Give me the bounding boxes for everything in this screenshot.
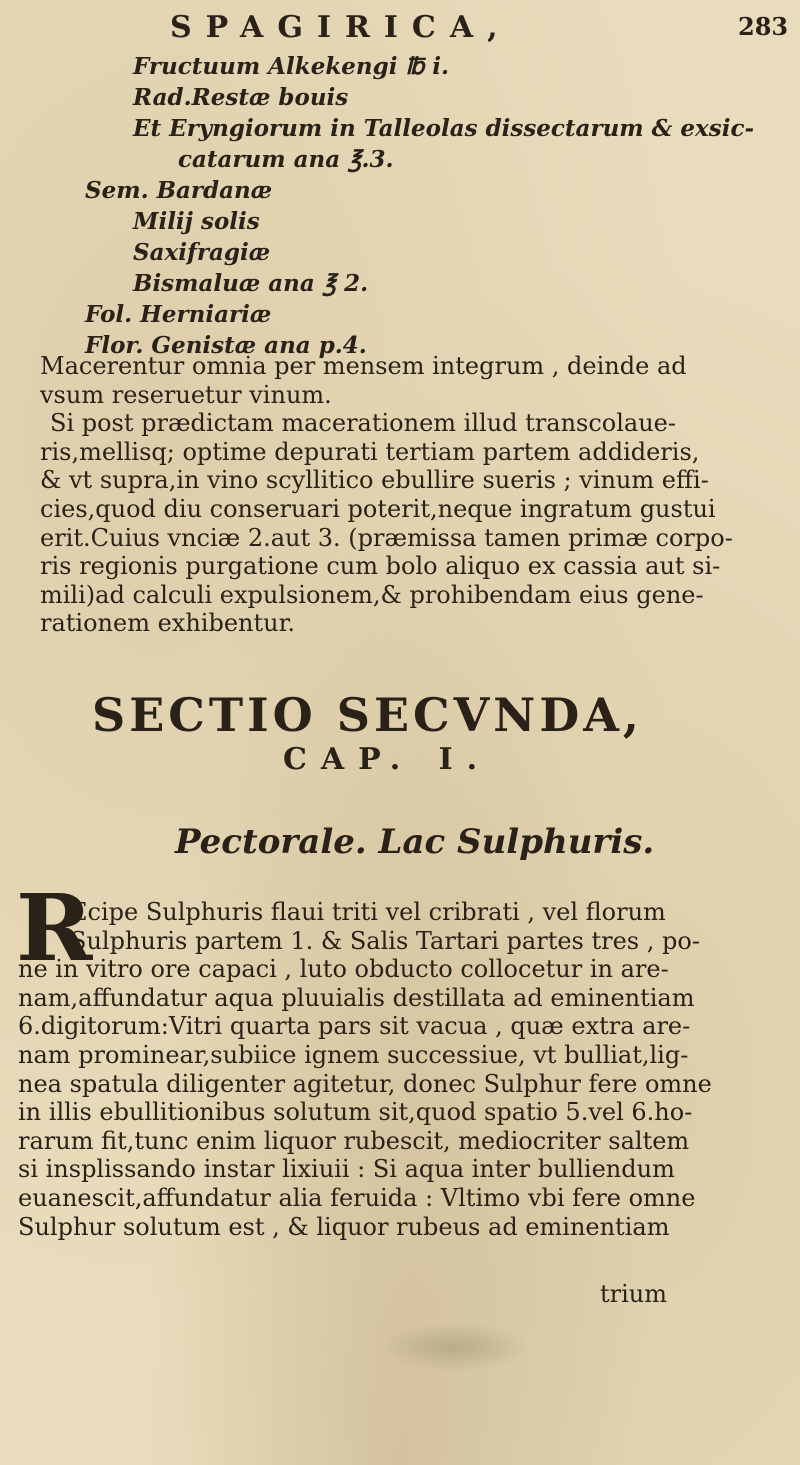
subject-title: Pectorale. Lac Sulphuris. [175,822,655,862]
recipe-line: Bismaluæ ana ℥ 2. [133,270,369,297]
text-line: si insplissando instar lixiuii : Si aqua inter bulliendum [18,1155,675,1184]
text-line: in illis ebullitionibus solutum sit,quod spatio 5.vel 6.ho- [18,1098,693,1127]
drop-cap: R [16,874,93,982]
text-line: ris regionis purgatione cum bolo aliquo ex cassia aut si- [40,552,721,581]
recipe-line: catarum ana ℥.3. [178,146,394,173]
recipe-line: Milij solis [133,208,260,235]
page-header [0,8,800,48]
text-line: Macerentur omnia per mensem integrum , deinde ad [40,352,687,380]
text-line: Ecipe Sulphuris flaui triti vel cribrati , vel florum [70,898,666,926]
recipe-line: Rad.Restæ bouis [133,84,349,111]
text-line: rationem exhibentur. [40,609,296,638]
recipe-line: Saxifragiæ [133,239,271,266]
text-line: vsum reseruetur vinum. [40,380,332,409]
paragraph-recipe-sulphur [18,898,712,1241]
text-line: ris,mellisq; optime depurati tertiam partem addideris, [40,437,700,466]
page-number: 283 [738,12,789,41]
recipe-line: Et Eryngiorum in Talleolas dissectarum & exsic- [133,115,754,142]
paragraph-maceration [40,352,740,638]
recipe-line: Fol. Herniariæ [85,301,272,328]
text-line: Sulphur solutum est , & liquor rubeus ad eminentiam [18,1212,670,1241]
text-line: & vt supra,in vino scyllitico ebullire sueris ; vinum effi- [40,466,709,495]
ink-smudge [380,1322,530,1372]
text-line: nam prominear,subiice ignem successiue, vt bulliat,lig- [18,1040,689,1069]
text-line: rarum fit,tunc enim liquor rubescit, mediocriter saltem [18,1126,690,1155]
catchword: trium [600,1280,668,1308]
text-line: nam,affundatur aqua pluuialis destillata ad eminentiam [18,983,695,1012]
running-title: SPAGIRICA, [170,10,512,45]
recipe-line: Flor. Genistæ ana p.4. [85,332,367,359]
text-line: mili)ad calculi expulsionem,& prohibendam eius gene- [40,580,704,609]
text-line: cies,quod diu conseruari poterit,neque ingratum gustui [40,494,716,523]
text-line: Sulphuris partem 1. & Salis Tartari partes tres , po- [70,926,700,955]
text-line: euanescit,affundatur alia feruida : Vltimo vbi fere omne [18,1183,696,1212]
text-line: Si post prædictam macerationem illud transcolaue- [50,409,676,438]
text-line: nea spatula diligenter agitetur, donec Sulphur fere omne [18,1069,712,1098]
recipe-line: Fructuum Alkekengi ℔ i. [133,53,450,80]
text-line: 6.digitorum:Vitri quarta pars sit vacua , quæ extra are- [18,1012,691,1041]
section-heading: SECTIO SECVNDA, [92,688,643,742]
chapter-heading: CAP. I. [283,742,492,777]
text-line: ne in vitro ore capaci , luto obducto collocetur in are- [18,955,669,984]
recipe-line: Sem. Bardanæ [85,177,273,204]
text-line: erit.Cuius vnciæ 2.aut 3. (præmissa tamen primæ corpo- [40,523,733,552]
